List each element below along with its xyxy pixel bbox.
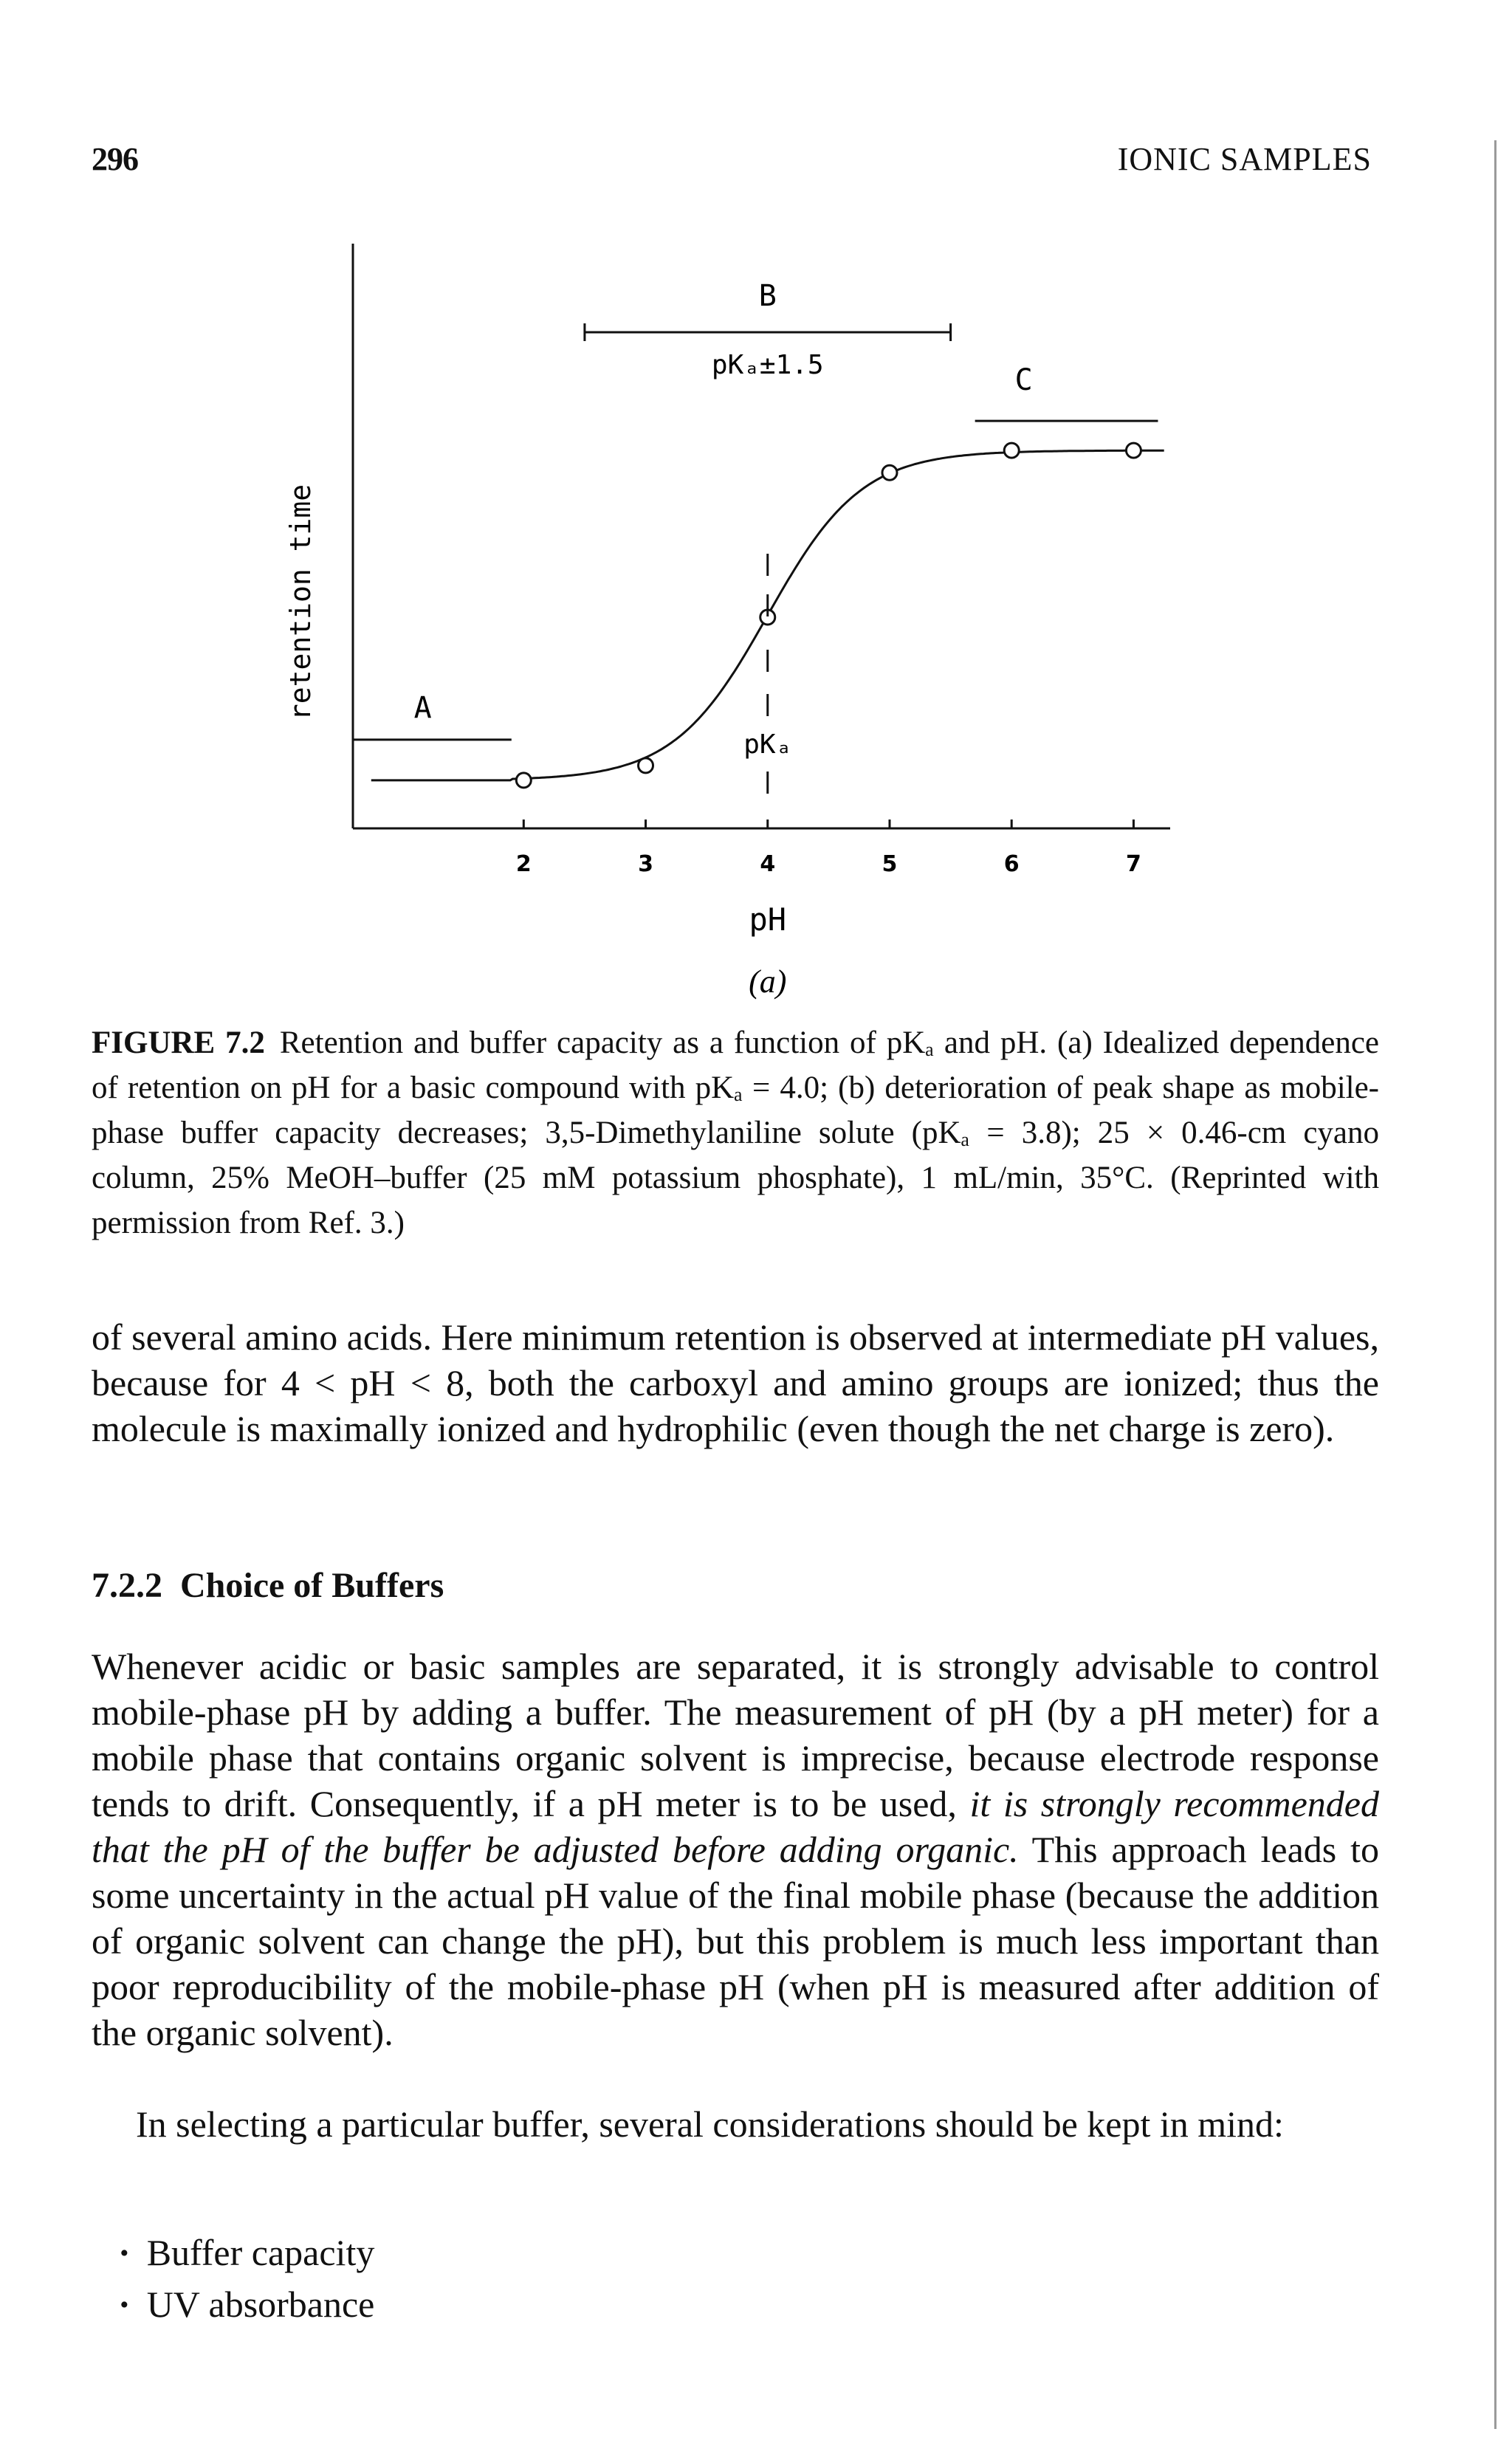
figure-7-2a: [0, 236, 1512, 1004]
paragraph-buffers-text-2: This approach leads to some uncertainty in the actual pH value of the final mobile phase (because the addition of organic solvent can change the pH), but this problem is much less important than poor reproducibility of the mobile-phase pH (when pH is measured after addition of the organic solvent).: [92, 1829, 1380, 2053]
caption-text: Retention and buffer capacity as a function of pKₐ and pH. (a) Idealized dependence of retention on pH for a basic compound with pKₐ = 4.0; (b) deterioration of peak shape as mobile-phase buffer capacity decreases; 3,5-Dimethylaniline solute (pKₐ = 3.8); 25 × 0.46-cm cyano column, 25% MeOH–buffer (25 mM potassium phosphate), 1 mL/min, 35°C. (Reprinted with permission from Ref. 3.): [92, 1025, 1380, 1240]
figure-caption: [92, 1020, 1379, 1245]
paragraph-buffers-emphasis: it is strongly recommended that the pH of the buffer be adjusted before adding organic.: [92, 1783, 1379, 1870]
list-item: · UV absorbance: [118, 2278, 374, 2330]
panel-label: (a): [749, 963, 787, 1000]
x-axis-tick-labels: [516, 851, 1141, 877]
region-label-a: A: [413, 690, 432, 725]
region-bars: [353, 323, 1158, 740]
paragraph-buffers: [92, 1643, 1379, 2055]
caption-label: FIGURE 7.2: [92, 1025, 265, 1060]
paragraph-considerations: In selecting a particular buffer, several considerations should be kept in mind:: [136, 2103, 1284, 2145]
x-tick-label: 5: [882, 851, 898, 877]
running-head: IONIC SAMPLES: [1117, 141, 1372, 177]
section-title: Choice of Buffers: [180, 1566, 444, 1605]
y-axis-label: retention time: [284, 484, 317, 721]
retention-ph-chart: [0, 236, 1512, 1004]
x-tick-label: 4: [760, 851, 776, 877]
section-number: 7.2.2: [92, 1566, 162, 1605]
x-tick-label: 2: [515, 851, 532, 877]
x-axis-label: pH: [749, 901, 787, 938]
data-point: [516, 773, 531, 788]
x-tick-label: 6: [1003, 851, 1020, 877]
page-number: 296: [92, 141, 138, 177]
considerations-list: [118, 2227, 374, 2330]
page-header: [0, 140, 1512, 185]
paragraph-buffers-text-1: Whenever acidic or basic samples are separated, it is strongly advisable to control mobile-phase pH by adding a buffer. The measurement of pH (by a pH meter) for a mobile phase that contains organic solvent is imprecise, because electrode response tends to drift. Consequently, if a pH meter is to be used,: [92, 1646, 1379, 1824]
data-points: [516, 443, 1141, 788]
x-tick-label: 7: [1125, 851, 1141, 877]
x-tick-label: 3: [638, 851, 653, 877]
region-label-c: C: [1014, 363, 1033, 398]
data-point: [639, 758, 653, 773]
data-point: [1126, 443, 1141, 458]
x-axis-ticks: [523, 820, 1133, 828]
region-label-b: B: [758, 279, 777, 313]
section-heading: [92, 1565, 444, 1606]
data-point: [882, 465, 897, 480]
paragraph-amino-acids: of several amino acids. Here minimum retention is observed at intermediate pH values, because for 4 < pH < 8, both the carboxyl and amino groups are ionized; thus the molecule is maximally ionized and hydrophilic (even though the net charge is zero).: [92, 1316, 1379, 1449]
list-item: · Buffer capacity: [118, 2227, 374, 2278]
range-annotation: pKₐ±1.5: [711, 350, 824, 380]
scan-edge-line: [1494, 140, 1496, 2429]
pka-label: pKₐ: [743, 729, 792, 760]
data-point: [1004, 443, 1019, 458]
